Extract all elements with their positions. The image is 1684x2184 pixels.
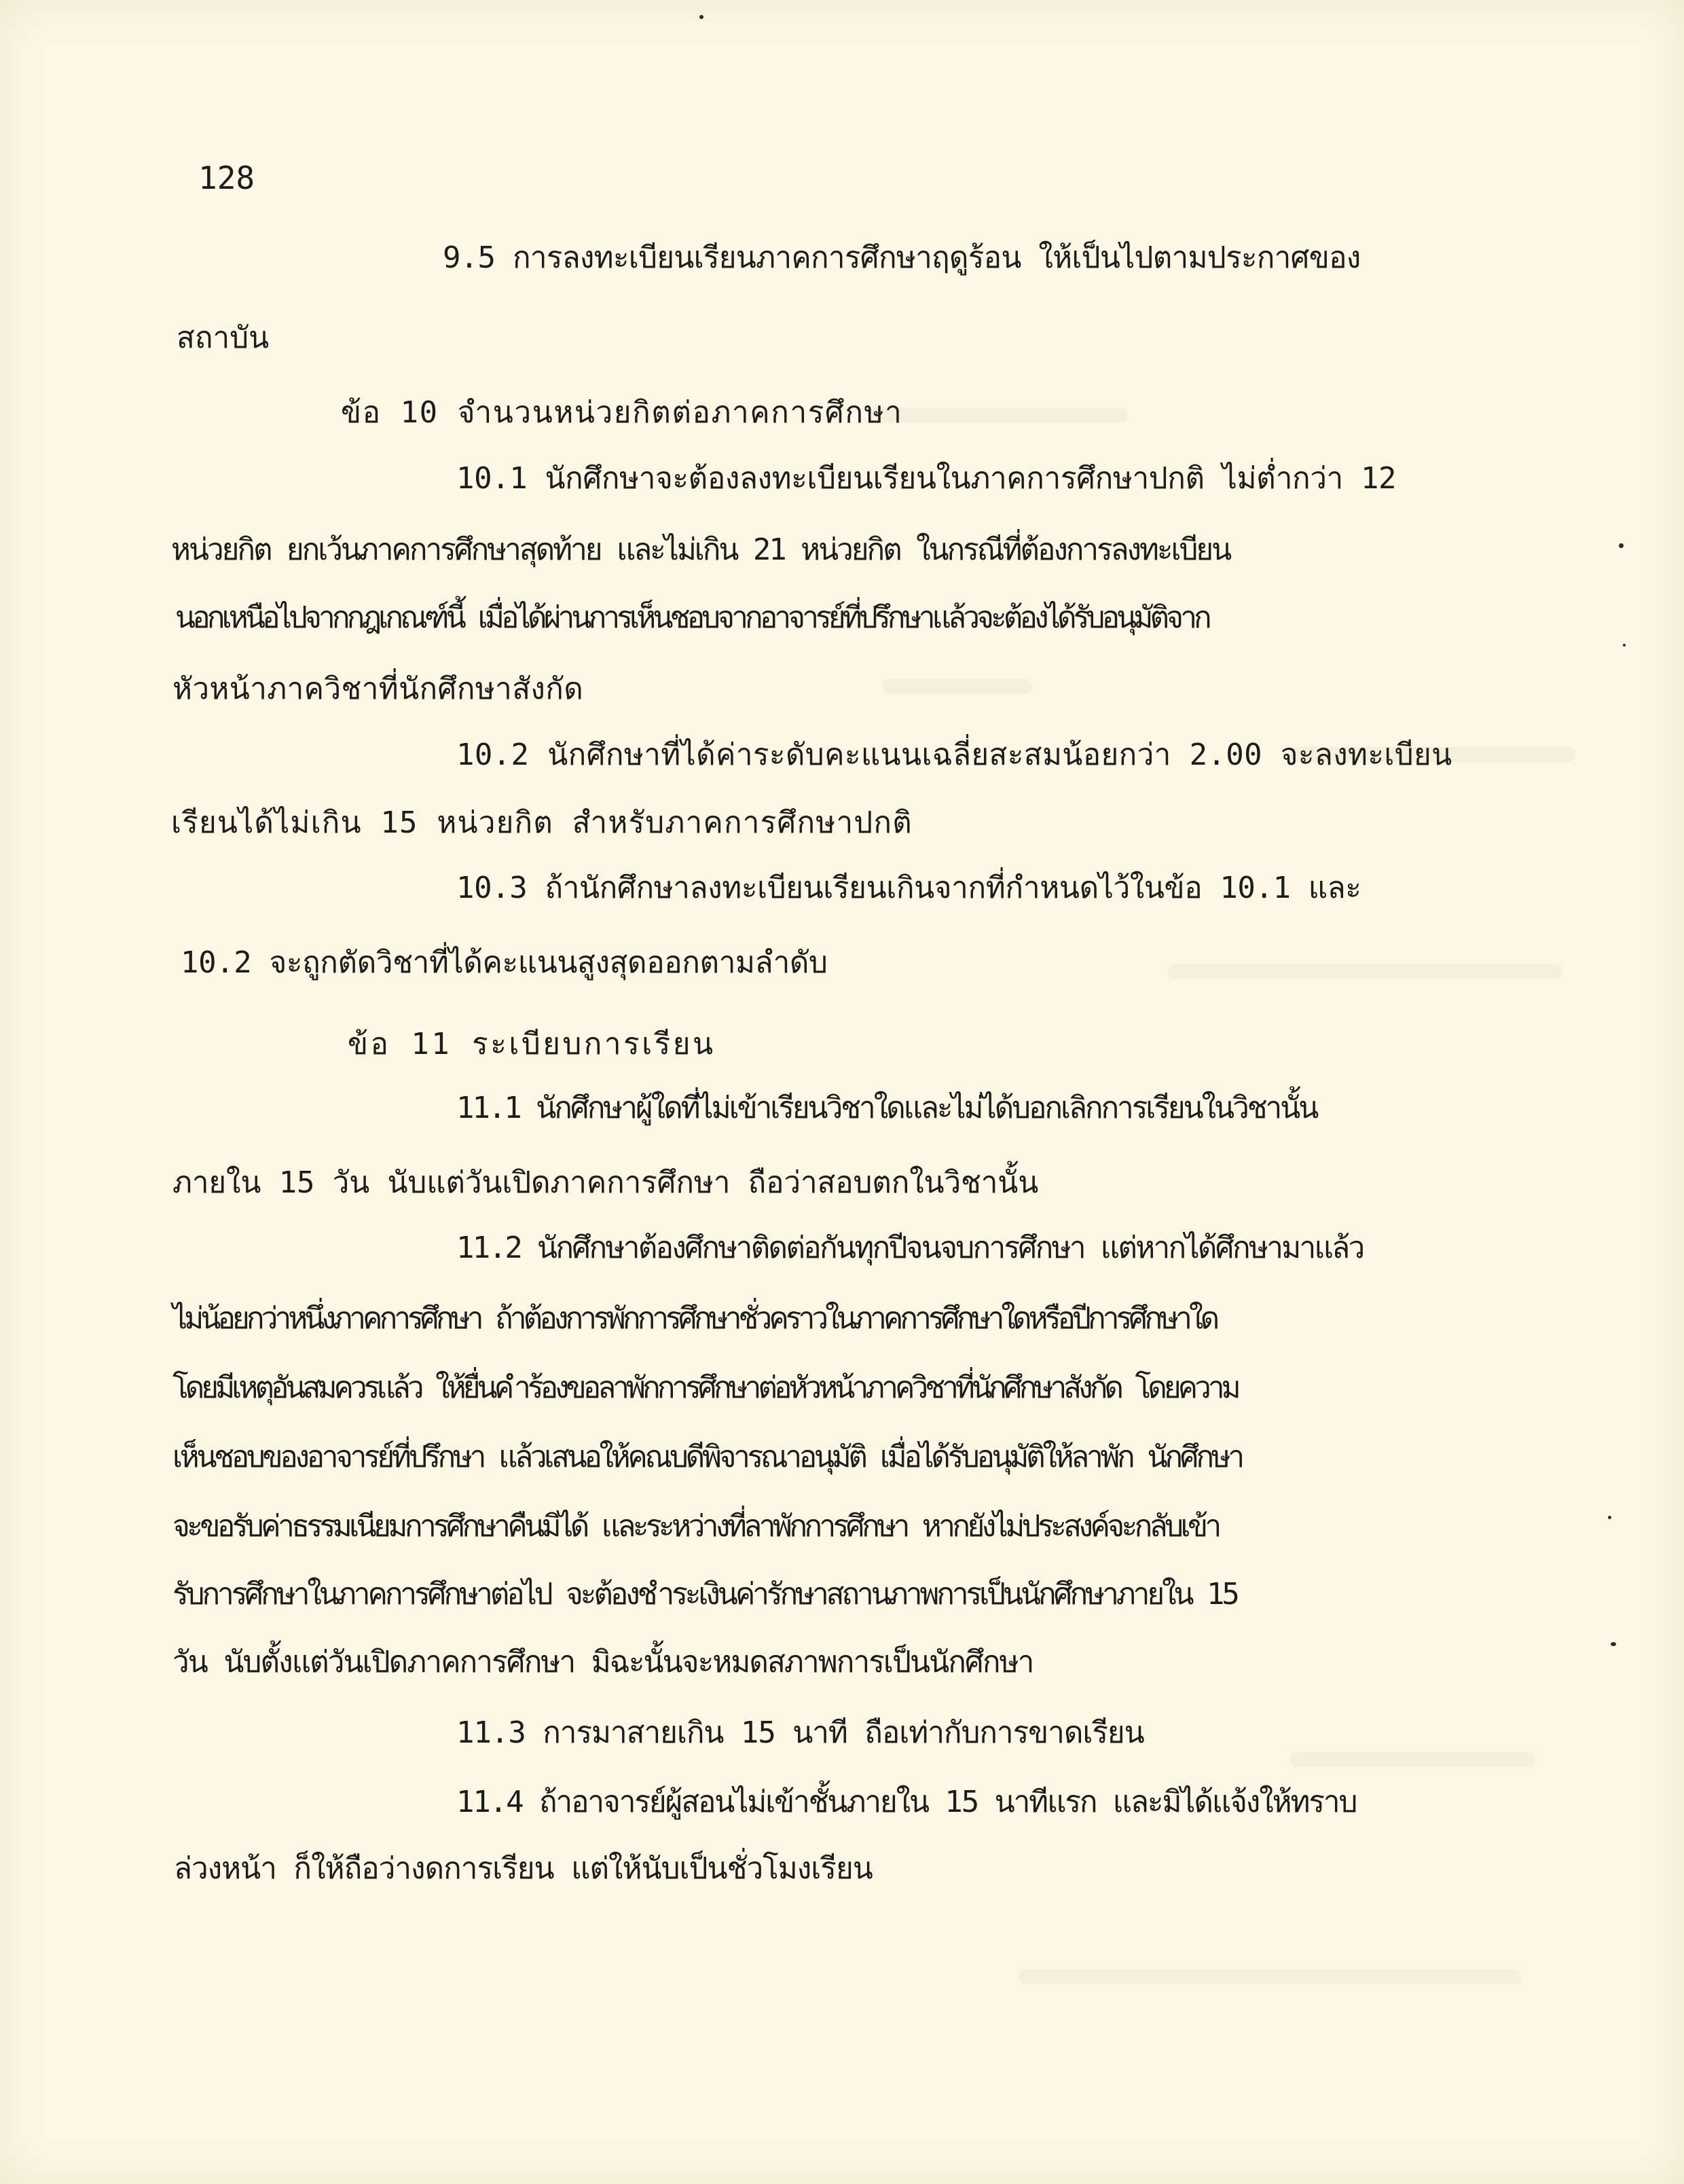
text-line: ล่วงหน้า ก็ให้ถือว่างดการเรียน แต่ให้นับเป็นชั่วโมงเรียน: [174, 1851, 873, 1886]
scan-speck: [699, 15, 703, 19]
text-line: 9.5 การลงทะเบียนเรียนภาคการศึกษาฤดูร้อน ให้เป็นไปตามประกาศของ: [443, 240, 1361, 275]
text-line: ภายใน 15 วัน นับแต่วันเปิดภาคการศึกษา ถือว่าสอบตกในวิชานั้น: [172, 1165, 1039, 1200]
text-line: 11.4 ถ้าอาจารย์ผู้สอนไม่เข้าชั้นภายใน 15 นาทีแรก และมิได้แจ้งให้ทราบ: [456, 1785, 1357, 1819]
text-line: หน่วยกิต ยกเว้นภาคการศึกษาสุดท้าย และไม่เกิน 21 หน่วยกิต ในกรณีที่ต้องการลงทะเบียน: [171, 532, 1230, 567]
scan-speck: [1619, 543, 1624, 548]
text-line: 10.3 ถ้านักศึกษาลงทะเบียนเรียนเกินจากที่กำหนดไว้ในข้อ 10.1 และ: [456, 871, 1361, 905]
text-line: จะขอรับค่าธรรมเนียมการศึกษาคืนมิได้ และระหว่างที่ลาพักการศึกษา หากยังไม่ประสงค์จะกลับเข้า: [172, 1509, 1219, 1544]
text-line: 10.2 จะถูกตัดวิชาที่ได้คะแนนสูงสุดออกตามลำดับ: [181, 945, 828, 980]
text-line: 10.2 นักศึกษาที่ได้ค่าระดับคะแนนเฉลี่ยสะสมน้อยกว่า 2.00 จะลงทะเบียน: [456, 738, 1452, 772]
text-line: ข้อ 10 จำนวนหน่วยกิตต่อภาคการศึกษา: [341, 395, 903, 430]
text-line: เรียนได้ไม่เกิน 15 หน่วยกิต สำหรับภาคการศึกษาปกติ: [171, 805, 913, 840]
text-line: ข้อ 11 ระเบียบการเรียน: [348, 1027, 716, 1061]
text-line: โดยมีเหตุอันสมควรแล้ว ให้ยื่นคำร้องขอลาพักการศึกษาต่อหัวหน้าภาควิชาที่นักศึกษาสังกัด โดยความ: [172, 1370, 1238, 1405]
text-line: เห็นชอบของอาจารย์ที่ปรึกษา แล้วเสนอให้คณบดีพิจารณาอนุมัติ เมื่อได้รับอนุมัติให้ลาพัก นักศึกษา: [172, 1440, 1242, 1474]
text-line: รับการศึกษาในภาคการศึกษาต่อไป จะต้องชำระเงินค่ารักษาสถานภาพการเป็นนักศึกษาภายใน 15: [172, 1577, 1237, 1612]
bleed-through-mark: [1290, 747, 1575, 762]
page-number: 128: [198, 160, 255, 196]
bleed-through-mark: [869, 407, 1127, 422]
text-line: 11.1 นักศึกษาผู้ใดที่ไม่เข้าเรียนวิชาใดและไม่ได้บอกเลิกการเรียนในวิชานั้น: [456, 1091, 1317, 1125]
text-line: นอกเหนือไปจากกฎเกณฑ์นี้ เมื่อได้ผ่านการเห็นชอบจากอาจารย์ที่ปรึกษาแล้วจะต้องได้รับอนุมัติจาก: [175, 600, 1209, 635]
bleed-through-mark: [1168, 964, 1562, 979]
text-line: สถาบัน: [177, 321, 270, 355]
text-line: หัวหน้าภาควิชาที่นักศึกษาสังกัด: [172, 672, 584, 706]
scan-speck: [1611, 1642, 1616, 1646]
text-line: 11.2 นักศึกษาต้องศึกษาติดต่อกันทุกปีจนจบการศึกษา แต่หากได้ศึกษามาแล้ว: [456, 1231, 1363, 1265]
text-line: 10.1 นักศึกษาจะต้องลงทะเบียนเรียนในภาคการศึกษาปกติ ไม่ต่ำกว่า 12: [456, 461, 1397, 496]
bleed-through-mark: [1019, 1969, 1521, 1984]
scan-speck: [1608, 1516, 1611, 1519]
text-line: ไม่น้อยกว่าหนึ่งภาคการศึกษา ถ้าต้องการพักการศึกษาชั่วคราวในภาคการศึกษาใดหรือปีการศึกษาใด: [172, 1301, 1217, 1336]
bleed-through-mark: [883, 679, 1032, 694]
text-line: 11.3 การมาสายเกิน 15 นาที ถือเท่ากับการขาดเรียน: [456, 1715, 1144, 1750]
text-line: วัน นับตั้งแต่วันเปิดภาคการศึกษา มิฉะนั้นจะหมดสภาพการเป็นนักศึกษา: [172, 1645, 1033, 1679]
scan-speck: [1623, 644, 1626, 647]
bleed-through-mark: [1290, 1752, 1535, 1767]
